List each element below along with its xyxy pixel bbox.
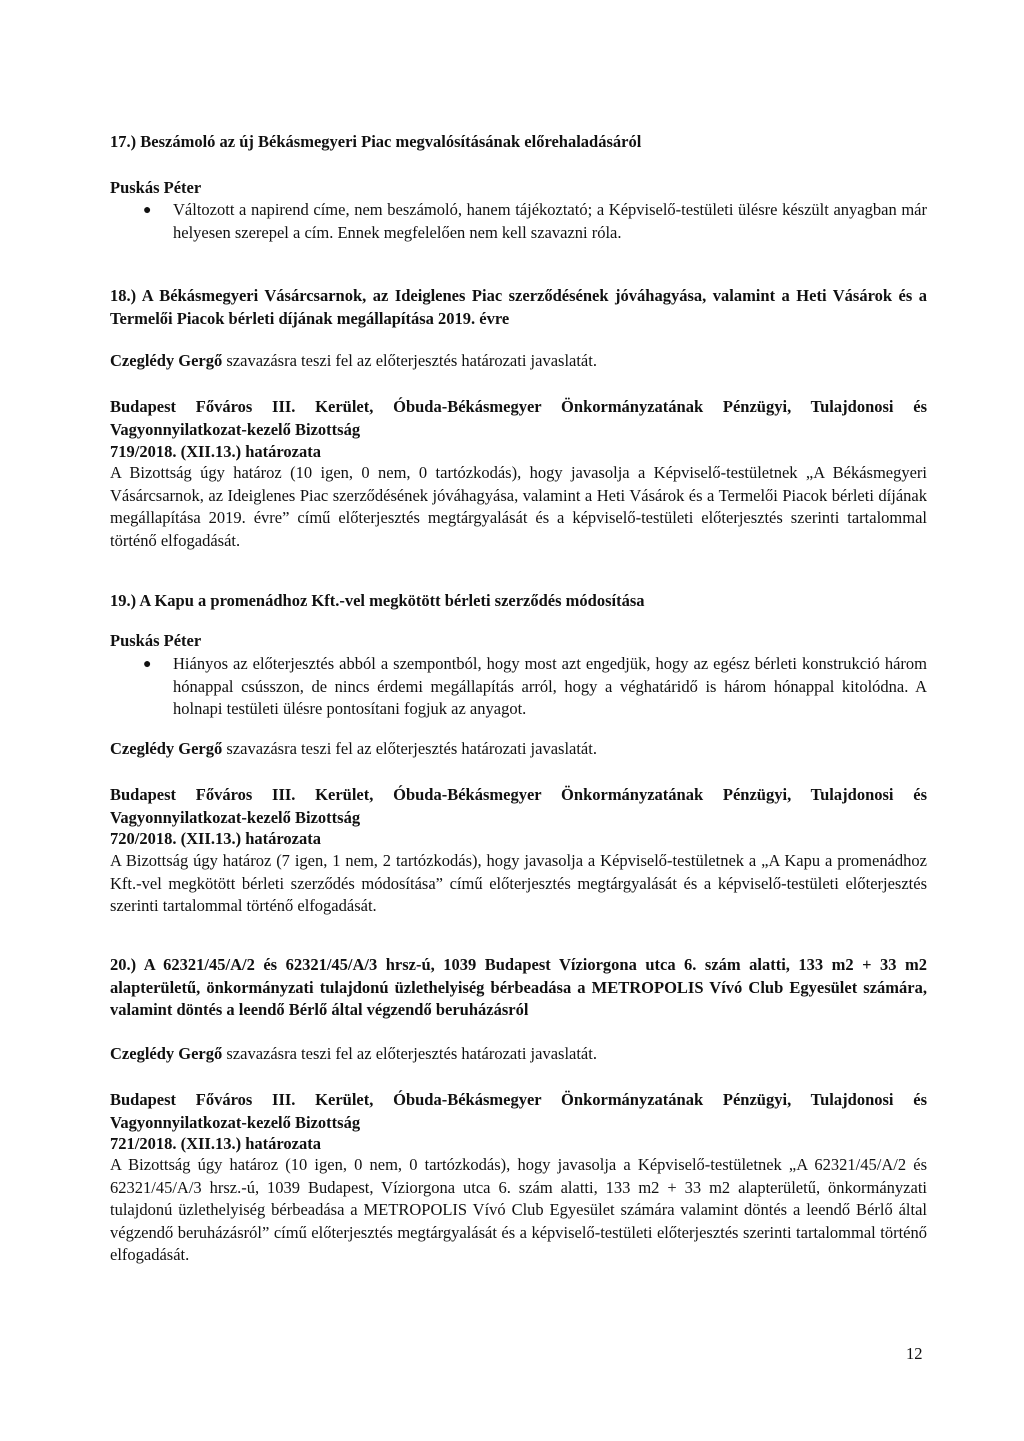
section-19-vote-line [110,738,597,760]
section-19-bullet-text: Hiányos az előterjesztés abból a szempontból, hogy most azt engedjük, hogy az egész bérleti konstrukció három hónappal csússzon, de nincs érdemi megállapítás arról, hogy a véghatáridő is három hónappal kitolódna. A holnapi testületi ülésre pontosítani fogjuk az anyagot. [173,654,927,718]
section-19-resolution: 720/2018. (XII.13.) határozata [110,829,321,848]
section-18-heading: 18.) A Békásmegyeri Vásárcsarnok, az Ideiglenes Piac szerződésének jóváhagyása, valamint a Heti Vásárok és a Termelői Piacok bérleti díjának megállapítása 2019. évre [110,286,927,328]
section-20-resolution: 721/2018. (XII.13.) határozata [110,1134,321,1153]
section-18-resolution-text: A Bizottság úgy határoz (10 igen, 0 nem, 0 tartózkodás), hogy javasolja a Képviselő-testületnek „A Békásmegyeri Vásárcsarnok, az Ideiglenes Piac szerződésének jóváhagyása, valamint a Heti Vásárok és a Termelői Piacok bérleti díjának megállapítása 2019. évre” című előterjesztés megtárgyalását és a képviselő-testületi előterjesztés szerinti tartalommal történő elfogadását. [110,463,927,550]
section-19-vote-name: Czeglédy Gergő [110,739,223,758]
bullet-icon: ● [143,203,152,218]
section-20-vote-line [110,1043,597,1065]
section-20-heading: 20.) A 62321/45/A/2 és 62321/45/A/3 hrsz-ú, 1039 Budapest Víziorgona utca 6. szám alatti, 133 m2 + 33 m2 alapterületű, önkormányzati tulajdonú üzlethelyiség bérbeadása a METROPOLIS Vívó Club Egyesület számára, valamint döntés a leendő Bérlő által végzendő beruházásról [110,955,927,1019]
section-20-vote-text: szavazásra teszi fel az előterjesztés határozati javaslatát. [222,1044,597,1063]
section-20-vote-name: Czeglédy Gergő [110,1044,223,1063]
section-19-resolution-text: A Bizottság úgy határoz (7 igen, 1 nem, 2 tartózkodás), hogy javasolja a Képviselő-testületnek a „A Kapu a promenádhoz Kft.-vel megkötött bérleti szerződés módosítása” című előterjesztés megtárgyalását és a képviselő-testületi előterjesztés szerinti tartalommal történő elfogadását. [110,851,927,915]
section-19-committee: Budapest Főváros III. Kerület, Óbuda-Békásmegyer Önkormányzatának Pénzügyi, Tulajdonosi és Vagyonnyilatkozat-kezelő Bizottság [110,785,927,827]
bullet-icon: ● [143,657,152,672]
section-17-heading: 17.) Beszámoló az új Békásmegyeri Piac megvalósításának előrehaladásáról [110,132,642,151]
section-20-resolution-text: A Bizottság úgy határoz (10 igen, 0 nem, 0 tartózkodás), hogy javasolja a Képviselő-testületnek „A 62321/45/A/2 és 62321/45/A/3 hrsz.-ú, 1039 Budapest, Víziorgona utca 6. szám alatti, 133 m2 + 33 m2 alapterületű, önkormányzati tulajdonú üzlethelyiség bérbeadása a METROPOLIS Vívó Club Egyesület számára valamint döntés a leendő Bérlő által végzendő beruházásról” című előterjesztés megtárgyalását és a képviselő-testületi előterjesztés szerinti tartalommal történő elfogadását. [110,1155,927,1264]
section-17-speaker: Puskás Péter [110,178,202,197]
section-18-committee: Budapest Főváros III. Kerület, Óbuda-Békásmegyer Önkormányzatának Pénzügyi, Tulajdonosi és Vagyonnyilatkozat-kezelő Bizottság [110,397,927,439]
section-18-resolution: 719/2018. (XII.13.) határozata [110,442,321,461]
section-18-vote-text: szavazásra teszi fel az előterjesztés határozati javaslatát. [222,351,597,370]
section-19-heading: 19.) A Kapu a promenádhoz Kft.-vel megkötött bérleti szerződés módosítása [110,591,645,610]
section-17-bullet-text: Változott a napirend címe, nem beszámoló, hanem tájékoztató; a Képviselő-testületi ülésre készült anyagban már helyesen szerepel a cím. Ennek megfelelően nem kell szavazni róla. [173,200,927,242]
section-18-vote-name: Czeglédy Gergő [110,351,223,370]
page-number: 12 [906,1344,923,1363]
section-19-speaker: Puskás Péter [110,631,202,650]
section-20-committee: Budapest Főváros III. Kerület, Óbuda-Békásmegyer Önkormányzatának Pénzügyi, Tulajdonosi és Vagyonnyilatkozat-kezelő Bizottság [110,1090,927,1132]
section-19-vote-text: szavazásra teszi fel az előterjesztés határozati javaslatát. [222,739,597,758]
section-18-vote-line [110,350,597,372]
